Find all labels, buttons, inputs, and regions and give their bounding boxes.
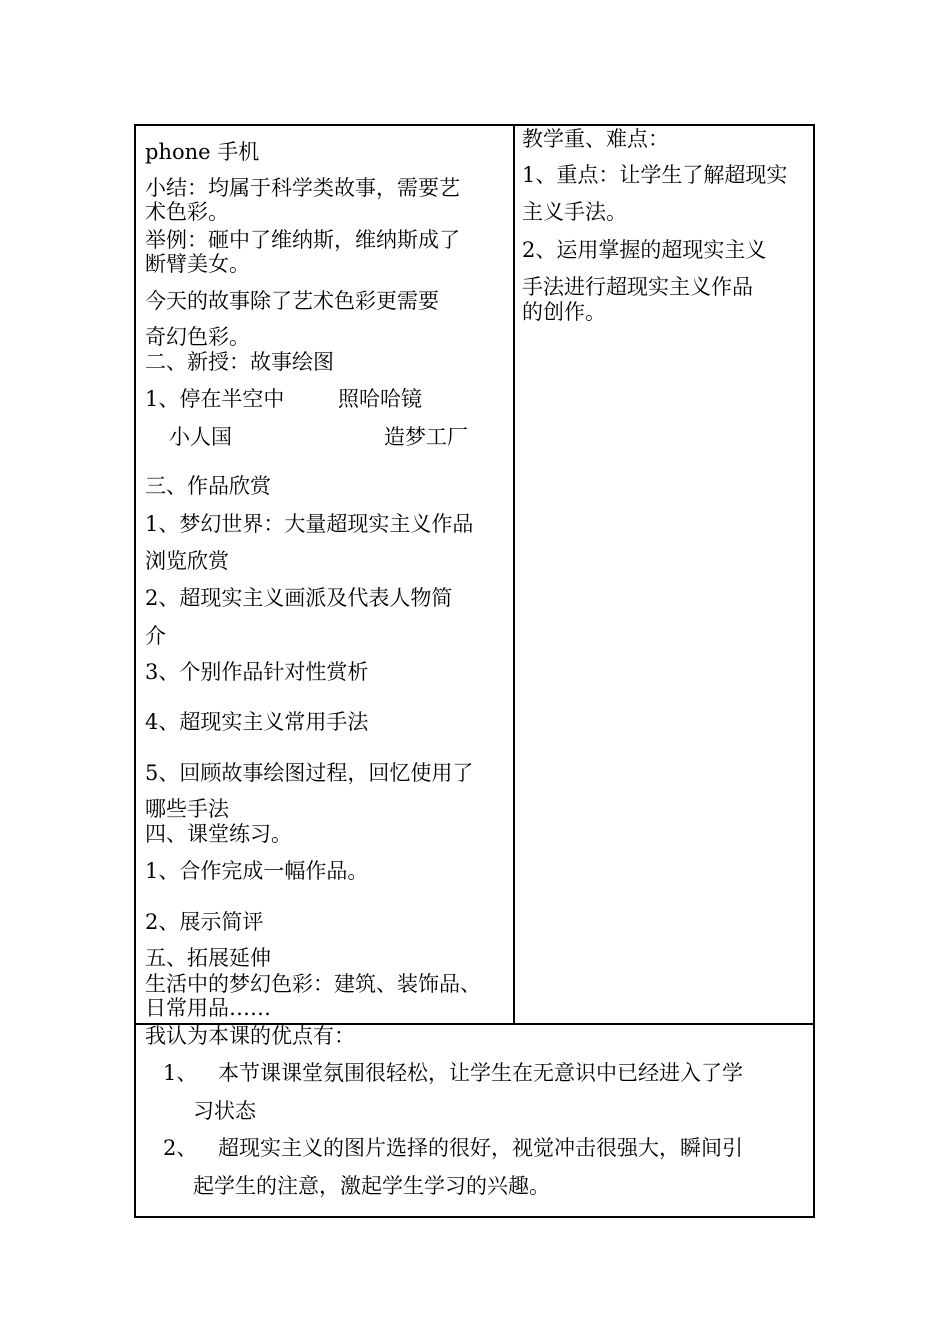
text-line: 奇幻色彩。	[145, 325, 250, 349]
text-line: 4、超现实主义常用手法	[145, 710, 369, 734]
text-line: 哪些手法	[145, 797, 229, 821]
text-line: 习状态	[193, 1099, 256, 1123]
text-line: 举例：砸中了维纳斯，维纳斯成了	[145, 228, 460, 252]
section-heading: 二、新授：故事绘图	[145, 350, 334, 374]
text-line: 1、停在半空中	[145, 387, 285, 411]
text-line: 浏览欣赏	[145, 549, 229, 573]
text-line: 2、运用掌握的超现实主义	[522, 238, 767, 262]
text-line: 5、回顾故事绘图过程，回忆使用了	[145, 761, 474, 785]
text-line: 小结：均属于科学类故事，需要艺	[145, 176, 460, 200]
text-line: 主义手法。	[522, 200, 627, 224]
text-line: phone 手机	[145, 140, 260, 164]
text-line: 生活中的梦幻色彩：建筑、装饰品、	[145, 972, 481, 996]
text-line: 3、个别作品针对性赏析	[145, 660, 369, 684]
text-line: 超现实主义的图片选择的很好，视觉冲击很强大，瞬间引	[218, 1136, 743, 1160]
text-line: 今天的故事除了艺术色彩更需要	[145, 289, 439, 313]
text-line: 介	[145, 624, 166, 648]
list-number: 1、	[163, 1061, 198, 1085]
text-line: 1、梦幻世界：大量超现实主义作品	[145, 512, 474, 536]
cell-heading: 教学重、难点：	[522, 127, 669, 151]
text-line: 断臂美女。	[145, 252, 250, 276]
text-line: 2、超现实主义画派及代表人物简	[145, 586, 453, 610]
section-heading: 五、拓展延伸	[145, 946, 271, 970]
section-heading: 三、作品欣赏	[145, 474, 271, 498]
list-number: 2、	[163, 1136, 198, 1160]
text-line: 小人国	[169, 425, 232, 449]
text-line: 手法进行超现实主义作品	[522, 275, 753, 299]
text-line: 术色彩。	[145, 200, 229, 224]
text-line: 1、合作完成一幅作品。	[145, 859, 369, 883]
text-line: 的创作。	[522, 300, 606, 324]
section-heading: 四、课堂练习。	[145, 822, 292, 846]
text-line: 本节课课堂氛围很轻松，让学生在无意识中已经进入了学	[218, 1061, 743, 1085]
text-line: 2、展示简评	[145, 910, 264, 934]
text-line: 造梦工厂	[384, 425, 468, 449]
text-line: 日常用品……	[145, 996, 271, 1020]
column-divider	[513, 126, 515, 1023]
text-line: 起学生的注意，激起学生学习的兴趣。	[193, 1174, 550, 1198]
text-line: 1、重点：让学生了解超现实	[522, 163, 788, 187]
cell-heading: 我认为本课的优点有：	[145, 1024, 355, 1048]
text-line: 照哈哈镜	[338, 387, 422, 411]
